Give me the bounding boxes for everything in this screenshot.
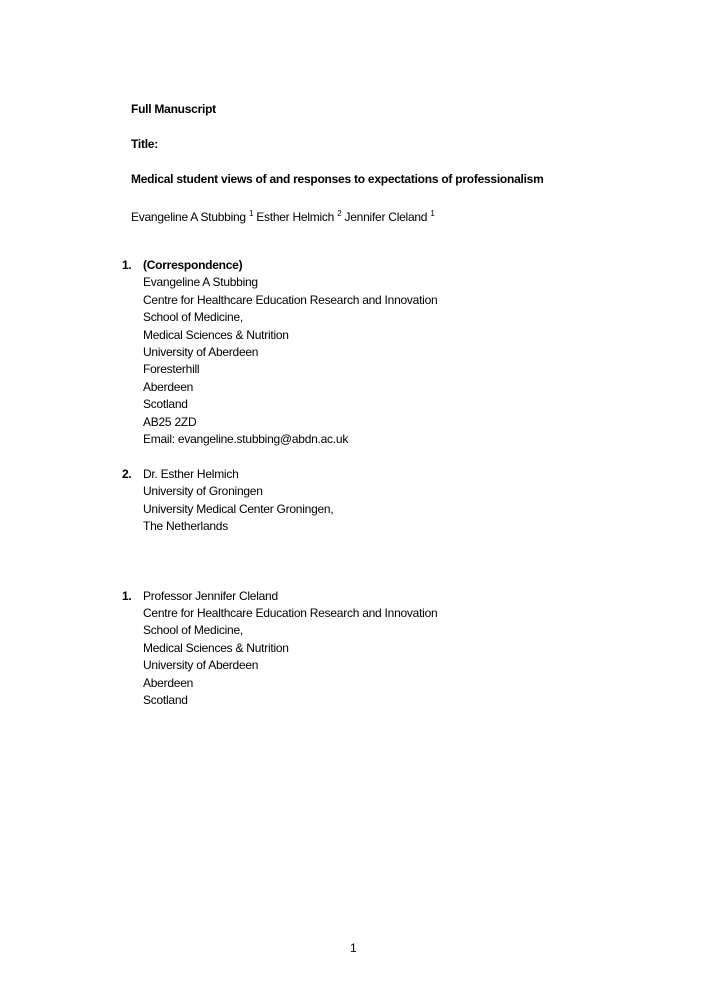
list-number: 1.	[122, 258, 132, 272]
affiliation-line: School of Medicine,	[143, 310, 243, 325]
affiliation-line: The Netherlands	[143, 519, 228, 534]
affiliation-line: University Medical Center Groningen,	[143, 501, 334, 516]
page-number: 1	[350, 941, 357, 955]
affiliation-line: Foresterhill	[143, 362, 200, 377]
author-name: Evangeline A Stubbing	[131, 210, 246, 224]
author-name: Esther Helmich	[256, 210, 335, 224]
affiliation-line: School of Medicine,	[143, 623, 243, 638]
affiliation-first-line: Dr. Esther Helmich	[143, 466, 239, 481]
affiliation-line: University of Groningen	[143, 484, 263, 499]
affiliation-first-line: Professor Jennifer Cleland	[143, 588, 278, 603]
affiliation-line: University of Aberdeen	[143, 658, 259, 673]
affiliation-line: Scotland	[143, 397, 188, 412]
paper-title: Medical student views of and responses to expectations of professionalism	[131, 172, 544, 186]
affiliation-line: Medical Sciences & Nutrition	[143, 327, 289, 342]
affiliation-block	[143, 588, 437, 710]
author-name: Jennifer Cleland	[344, 210, 428, 224]
affiliation-item	[122, 257, 437, 448]
list-number: 2.	[122, 466, 132, 481]
title-label: Title:	[131, 137, 158, 151]
affiliation-list	[122, 257, 437, 710]
affiliation-line: Evangeline A Stubbing	[143, 275, 258, 290]
affiliation-line: Centre for Healthcare Education Research and Innovation	[143, 292, 438, 307]
affiliation-line: Aberdeen	[143, 675, 194, 690]
affiliation-item	[122, 588, 437, 710]
affiliation-line: Medical Sciences & Nutrition	[143, 640, 289, 655]
manuscript-heading: Full Manuscript	[131, 102, 216, 116]
affiliation-line: Scotland	[143, 693, 188, 708]
affiliation-line: Centre for Healthcare Education Research and Innovation	[143, 606, 438, 621]
affiliation-block	[143, 257, 437, 448]
affiliation-first-line: (Correspondence)	[143, 258, 243, 272]
affiliation-block	[143, 466, 333, 536]
affiliation-mark: 1	[430, 209, 435, 218]
affiliation-line: Email: evangeline.stubbing@abdn.ac.uk	[143, 432, 349, 447]
affiliation-line: Aberdeen	[143, 379, 194, 394]
author-line	[131, 205, 435, 226]
affiliation-item	[122, 466, 437, 536]
affiliation-mark: 2	[337, 209, 342, 218]
affiliation-mark: 1	[248, 209, 254, 218]
affiliation-line: University of Aberdeen	[143, 345, 259, 360]
affiliation-line: AB25 2ZD	[143, 414, 197, 429]
list-number: 1.	[122, 588, 132, 603]
